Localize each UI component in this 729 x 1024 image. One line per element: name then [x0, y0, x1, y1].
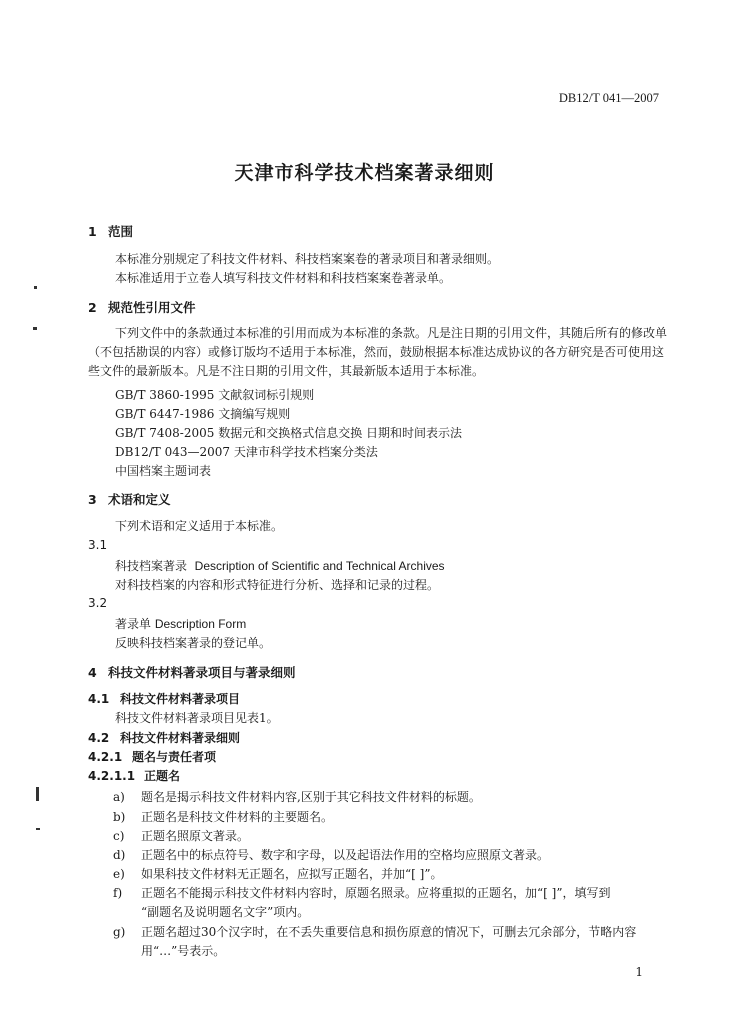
list-letter: e)	[113, 867, 125, 881]
list-letter: d)	[113, 848, 126, 862]
scan-speck	[33, 327, 37, 330]
list-item	[113, 827, 249, 844]
subsection-4-2-heading	[88, 729, 240, 746]
list-item	[113, 884, 610, 901]
subsection-title: 科技文件材料著录项目	[120, 692, 241, 706]
subsection-title: 科技文件材料著录细则	[120, 731, 241, 745]
section-3-heading	[88, 490, 171, 508]
list-text: 正题名照原文著录。	[141, 829, 250, 843]
term-number: 3.2	[88, 596, 108, 610]
section-title: 术语和定义	[108, 492, 171, 507]
subsection-4-2-1-1-heading	[88, 767, 180, 784]
section-title: 科技文件材料著录项目与著录细则	[108, 665, 296, 680]
term-definition: 对科技档案的内容和形式特征进行分析、选择和记录的过程。	[115, 578, 440, 592]
list-text: 正题名不能揭示科技文件材料内容时，原题名照录。应将重拟的正题名，加“[ ]”，填写到	[141, 886, 611, 900]
document-title: 天津市科学技术档案著录细则	[234, 162, 495, 184]
section-number: 2	[88, 300, 97, 315]
section-title: 范围	[108, 224, 134, 239]
reference-item: GB/T 7408-2005 数据元和交换格式信息交换 日期和时间表示法	[115, 426, 463, 440]
subsection-title: 正题名	[144, 769, 181, 783]
list-item	[113, 788, 481, 805]
section-number: 4	[88, 665, 97, 680]
scan-speck	[36, 828, 40, 830]
list-item	[113, 865, 442, 882]
list-letter: b)	[113, 810, 126, 824]
term-en: Description Form	[154, 617, 247, 631]
subsection-number: 4.2	[88, 731, 110, 745]
term-heading	[115, 557, 445, 574]
list-letter: c)	[113, 829, 125, 843]
page-number: 1	[635, 965, 643, 979]
term-cn: 著录单	[115, 617, 152, 631]
paragraph: 本标准适用于立卷人填写科技文件材料和科技档案案卷著录单。	[115, 271, 452, 285]
reference-item: DB12/T 043—2007 天津市科学技术档案分类法	[115, 445, 378, 459]
paragraph: 下列术语和定义适用于本标准。	[115, 519, 284, 533]
list-letter: a)	[113, 790, 125, 804]
paragraph: 下列文件中的条款通过本标准的引用而成为本标准的条款。凡是注日期的引用文件，其随后所有的修改单（不包括勘误的内容）或修订版均不适用于本标准，然而，鼓励根据本标准达成协议的各方研究是否可使用这些文件的最新版本。凡是不注日期的引用文件，其最新版本适用于本标准。	[88, 326, 668, 378]
subsection-number: 4.2.1.1	[88, 769, 136, 783]
section-1-heading	[88, 222, 133, 240]
list-item-continuation: “副题名及说明题名文字”项内。	[141, 905, 310, 919]
scan-speck	[34, 286, 37, 289]
reference-item: GB/T 6447-1986 文摘编写规则	[115, 407, 291, 421]
list-text: 正题名是科技文件材料的主要题名。	[141, 810, 334, 824]
subsection-4-2-1-heading	[88, 748, 216, 765]
section-4-heading	[88, 663, 296, 681]
list-text: 正题名超过30个汉字时，在不丢失重要信息和损伤原意的情况下，可删去冗余部分，节略内容	[141, 925, 637, 939]
subsection-number: 4.1	[88, 692, 110, 706]
reference-item: 中国档案主题词表	[115, 464, 212, 478]
subsection-number: 4.2.1	[88, 750, 123, 764]
list-text: 如果科技文件材料无正题名，应拟写正题名，并加“[ ]”。	[141, 867, 443, 881]
list-item	[113, 808, 333, 825]
subsection-title: 题名与责任者项	[132, 750, 217, 764]
standard-code: DB12/T 041—2007	[558, 91, 659, 105]
term-definition: 反映科技档案著录的登记单。	[115, 636, 272, 650]
subsection-4-1-heading	[88, 690, 240, 707]
list-item	[113, 846, 549, 863]
scan-speck	[36, 787, 39, 801]
section-number: 1	[88, 224, 97, 239]
term-en: Description of Scientific and Technical Archives	[194, 559, 445, 573]
reference-item: GB/T 3860-1995 文献叙词标引规则	[115, 388, 315, 402]
list-item-continuation: 用“…”号表示。	[141, 944, 226, 958]
section-number: 3	[88, 492, 97, 507]
list-text: 正题名中的标点符号、数字和字母，以及起语法作用的空格均应照原文著录。	[141, 848, 550, 862]
term-number: 3.1	[88, 538, 108, 552]
list-letter: f)	[113, 886, 123, 900]
term-heading	[115, 615, 246, 632]
paragraph: 本标准分别规定了科技文件材料、科技档案案卷的著录项目和著录细则。	[115, 252, 500, 266]
list-text: 题名是揭示科技文件材料内容,区别于其它科技文件材料的标题。	[141, 790, 481, 804]
section-title: 规范性引用文件	[108, 300, 196, 315]
paragraph: 科技文件材料著录项目见表1。	[115, 711, 279, 725]
list-letter: g)	[113, 925, 126, 939]
list-item	[113, 923, 636, 940]
term-cn: 科技档案著录	[115, 559, 188, 573]
section-2-heading	[88, 298, 196, 316]
